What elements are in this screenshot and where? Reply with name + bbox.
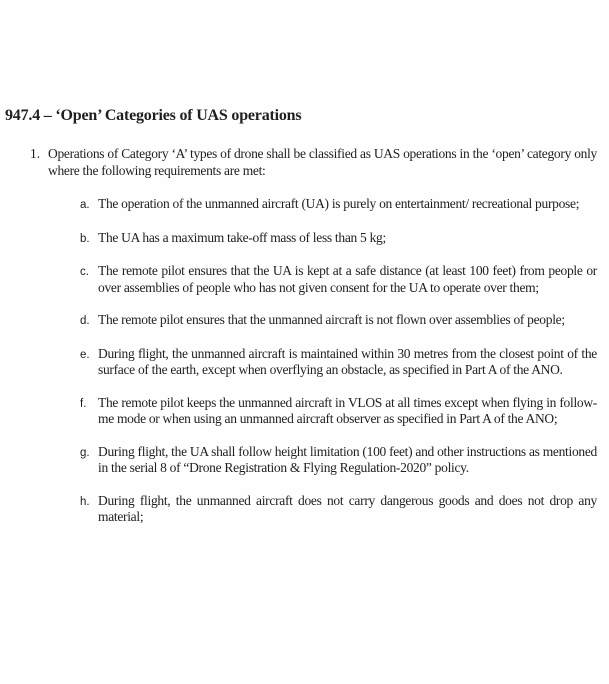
sub-list-item <box>80 493 609 526</box>
list-item-1-text: Operations of Category ‘A’ types of drone shall be classified as UAS operations in the ‘open’ category only where the following requirements are met: <box>48 146 597 178</box>
sub-list-item <box>80 395 609 428</box>
sub-item-text: The operation of the unmanned aircraft (UA) is purely on entertainment/ recreational purpose; <box>98 196 580 211</box>
sub-list-item <box>80 312 609 330</box>
sub-item-text: The remote pilot ensures that the unmanned aircraft is not flown over assemblies of people; <box>98 312 565 327</box>
sub-list-item <box>80 230 609 248</box>
list-item-1-marker: 1. <box>30 146 41 161</box>
sub-item-marker: f. <box>80 397 87 410</box>
sub-item-marker: a. <box>80 199 90 211</box>
sub-list-item <box>80 263 609 296</box>
sub-list <box>80 196 609 526</box>
sub-item-marker: c. <box>80 266 89 278</box>
list-item-1 <box>30 146 609 179</box>
section-heading: 947.4 – ‘Open’ Categories of UAS operations <box>5 107 302 124</box>
sub-item-text: The UA has a maximum take-off mass of less than 5 kg; <box>98 229 386 245</box>
sub-list-item <box>80 444 609 477</box>
sub-item-marker: e. <box>80 348 90 361</box>
sub-item-text: During flight, the UA shall follow height limitation (100 feet) and other instructions as mentioned in the serial 8 of “Drone Registration & Flying Regulation-2020” policy. <box>98 443 597 475</box>
sub-item-marker: g. <box>80 446 90 459</box>
sub-item-text: The remote pilot ensures that the UA is kept at a safe distance (at least 100 feet) from people or over assemblies of people who has not given consent for the UA to operate over them; <box>98 263 597 295</box>
document-content <box>0 106 609 542</box>
sub-item-text: The remote pilot keeps the unmanned aircraft in VLOS at all times except when flying in follow-me mode or when using an unmanned aircraft observer as specified in Part A of the ANO; <box>98 394 597 426</box>
sub-list-item <box>80 346 609 379</box>
sub-item-text: During flight, the unmanned aircraft does not carry dangerous goods and does not drop any material; <box>98 492 597 524</box>
sub-item-text: During flight, the unmanned aircraft is maintained within 30 metres from the closest point of the surface of the earth, except when overflying an obstacle, as specified in Part A of the ANO. <box>98 345 597 377</box>
sub-item-marker: h. <box>80 495 90 508</box>
sub-list-item <box>80 196 609 214</box>
sub-item-marker: b. <box>80 232 90 245</box>
sub-item-marker: d. <box>80 315 90 327</box>
